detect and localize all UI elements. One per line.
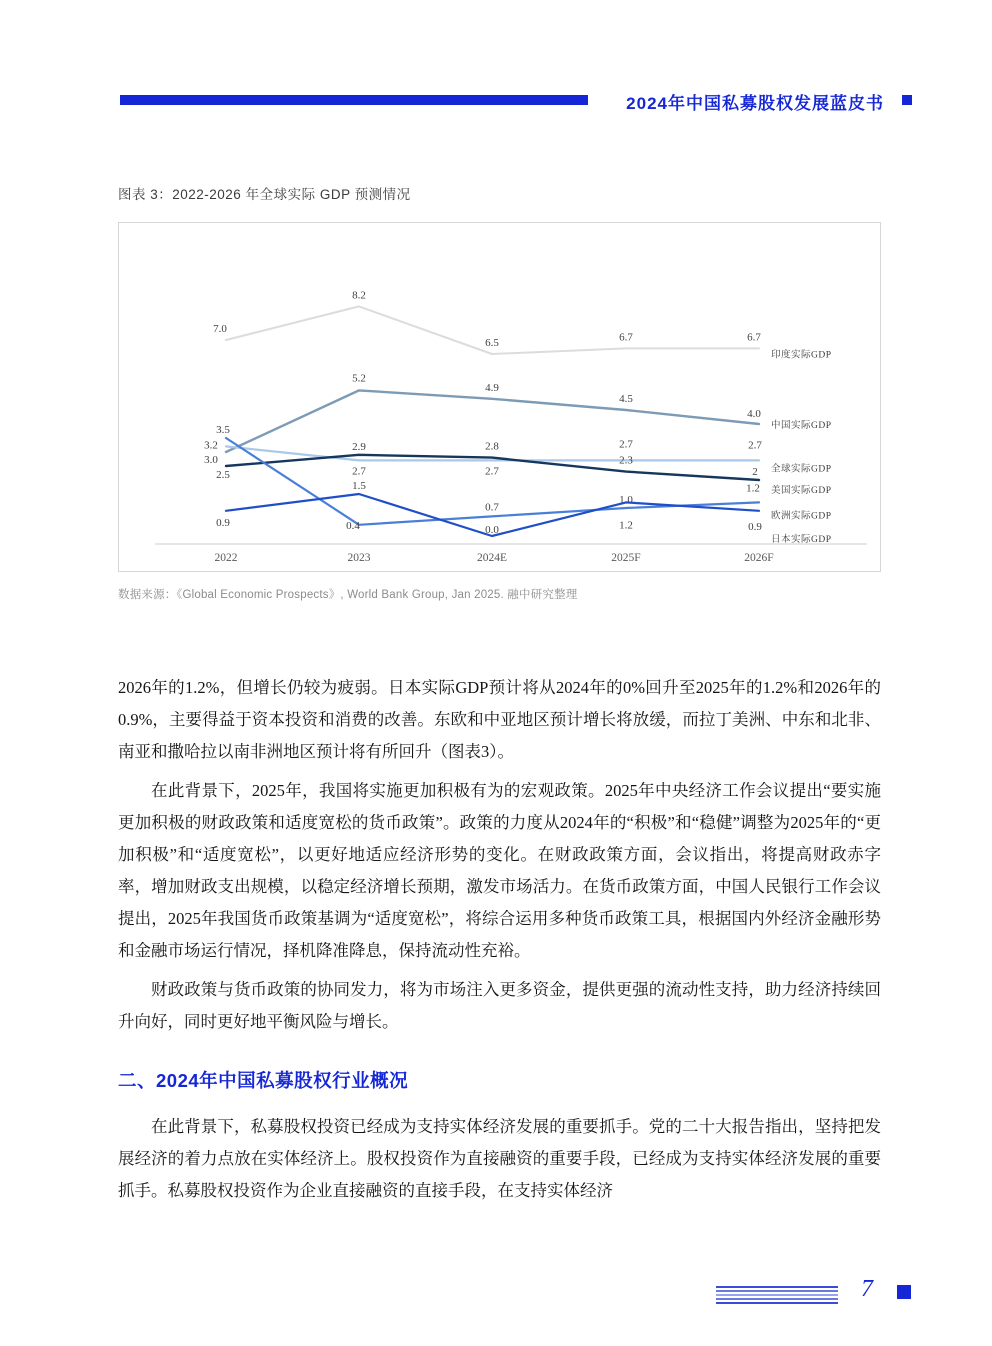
header-title: 2024年中国私募股权发展蓝皮书	[626, 94, 884, 113]
data-label: 0.9	[748, 520, 762, 533]
legend-label-2: 全球实际GDP	[771, 464, 832, 475]
header-rule-bar	[120, 95, 588, 105]
paragraph: 2026年的1.2%，但增长仍较为疲弱。日本实际GDP预计将从2024年的0%回升至2025年的1.2%和2026年的0.9%，主要得益于资本投资和消费的改善。东欧和中亚地区预计增长将放缓，而拉丁美洲、中东和北非、南亚和撒哈拉以南非洲地区预计将有所回升（图表3）。	[118, 678, 881, 761]
footer-decor-lines	[716, 1286, 838, 1304]
data-label: 4.9	[485, 381, 499, 394]
data-label: 0.7	[485, 501, 499, 514]
page-header	[120, 92, 912, 113]
data-label: 0.0	[485, 524, 499, 536]
section-heading: 二、2024年中国私募股权行业概况	[118, 1070, 409, 1091]
figure-source: 数据来源：《Global Economic Prospects》, World Bank Group, Jan 2025. 融中研究整理	[118, 589, 578, 601]
x-tick-label: 2022	[214, 552, 238, 564]
data-label: 2.7	[619, 438, 633, 451]
data-label: 1.5	[352, 480, 366, 492]
page-footer	[0, 1278, 992, 1318]
data-label: 6.5	[485, 337, 499, 349]
gdp-forecast-chart	[118, 222, 881, 572]
legend-label-1: 中国实际GDP	[771, 421, 832, 431]
figure-caption: 图表 3：2022-2026 年全球实际 GDP 预测情况	[118, 187, 411, 202]
data-label: 2.3	[619, 454, 633, 467]
data-label: 2.5	[216, 469, 230, 481]
data-label: 5.2	[352, 372, 366, 385]
footer-square-icon	[897, 1285, 911, 1299]
data-label: 0.4	[346, 519, 360, 532]
paragraph: 在此背景下，2025年，我国将实施更加积极有为的宏观政策。2025年中央经济工作会议提出“要实施更加积极的财政政策和适度宽松的货币政策”。政策的力度从2024年的“积极”和“稳健”调整为2025年的“更加积极”和“适度宽松”，以更好地适应经济形势的变化。在财政政策方面，会议指出，将提高财政赤字率，增加财政支出规模，以稳定经济增长预期，激发市场活力。在货币政策方面，中国人民银行工作会议提出，2025年我国货币政策基调为“适度宽松”，将综合运用多种货币政策工具，根据国内外经济金融形势和金融市场运行情况，择机降准降息，保持流动性充裕。	[118, 781, 881, 960]
data-label: 2.9	[352, 440, 366, 453]
legend-label-5: 日本实际GDP	[771, 534, 832, 545]
data-label: 2	[752, 466, 758, 478]
legend-label-0: 印度实际GDP	[771, 350, 832, 361]
data-label: 3.5	[216, 424, 230, 436]
header-square-icon	[902, 95, 912, 105]
x-tick-label: 2023	[347, 552, 371, 564]
data-label: 6.7	[619, 331, 633, 344]
data-label: 8.2	[352, 289, 366, 302]
data-label: 3.2	[204, 439, 218, 452]
data-label: 7.0	[213, 323, 227, 335]
data-label: 2.7	[748, 439, 762, 452]
x-tick-label: 2024E	[476, 552, 508, 564]
paragraph: 在此背景下，私募股权投资已经成为支持实体经济发展的重要抓手。党的二十大报告指出，坚持把发展经济的着力点放在实体经济上。股权投资作为直接融资的重要手段，已经成为支持实体经济发展的重要抓手。私募股权投资作为企业直接融资的直接手段，在支持实体经济	[118, 1117, 881, 1200]
data-label: 0.9	[216, 516, 230, 529]
data-label: 1.2	[619, 519, 633, 532]
data-label: 2.8	[485, 440, 499, 453]
page-number: 7	[861, 1276, 873, 1302]
data-label: 4.5	[619, 393, 633, 405]
legend-label-3: 美国实际GDP	[771, 486, 832, 496]
gdp-line-chart	[119, 223, 880, 571]
paragraph: 财政政策与货币政策的协同发力，将为市场注入更多资金，提供更强的流动性支持，助力经济持续回升向好，同时更好地平衡风险与增长。	[118, 980, 881, 1031]
x-tick-label: 2025F	[611, 552, 641, 564]
data-label: 1.2	[746, 482, 760, 495]
data-label: 2.7	[352, 465, 366, 478]
data-label: 2.7	[485, 465, 499, 478]
data-label: 4.0	[747, 408, 761, 420]
legend-label-4: 欧洲实际GDP	[771, 511, 832, 522]
data-label: 3.0	[204, 454, 218, 466]
data-label: 6.7	[747, 331, 761, 344]
x-tick-label: 2026F	[744, 552, 774, 564]
data-label: 1.0	[619, 494, 633, 506]
body-text	[118, 672, 881, 1214]
